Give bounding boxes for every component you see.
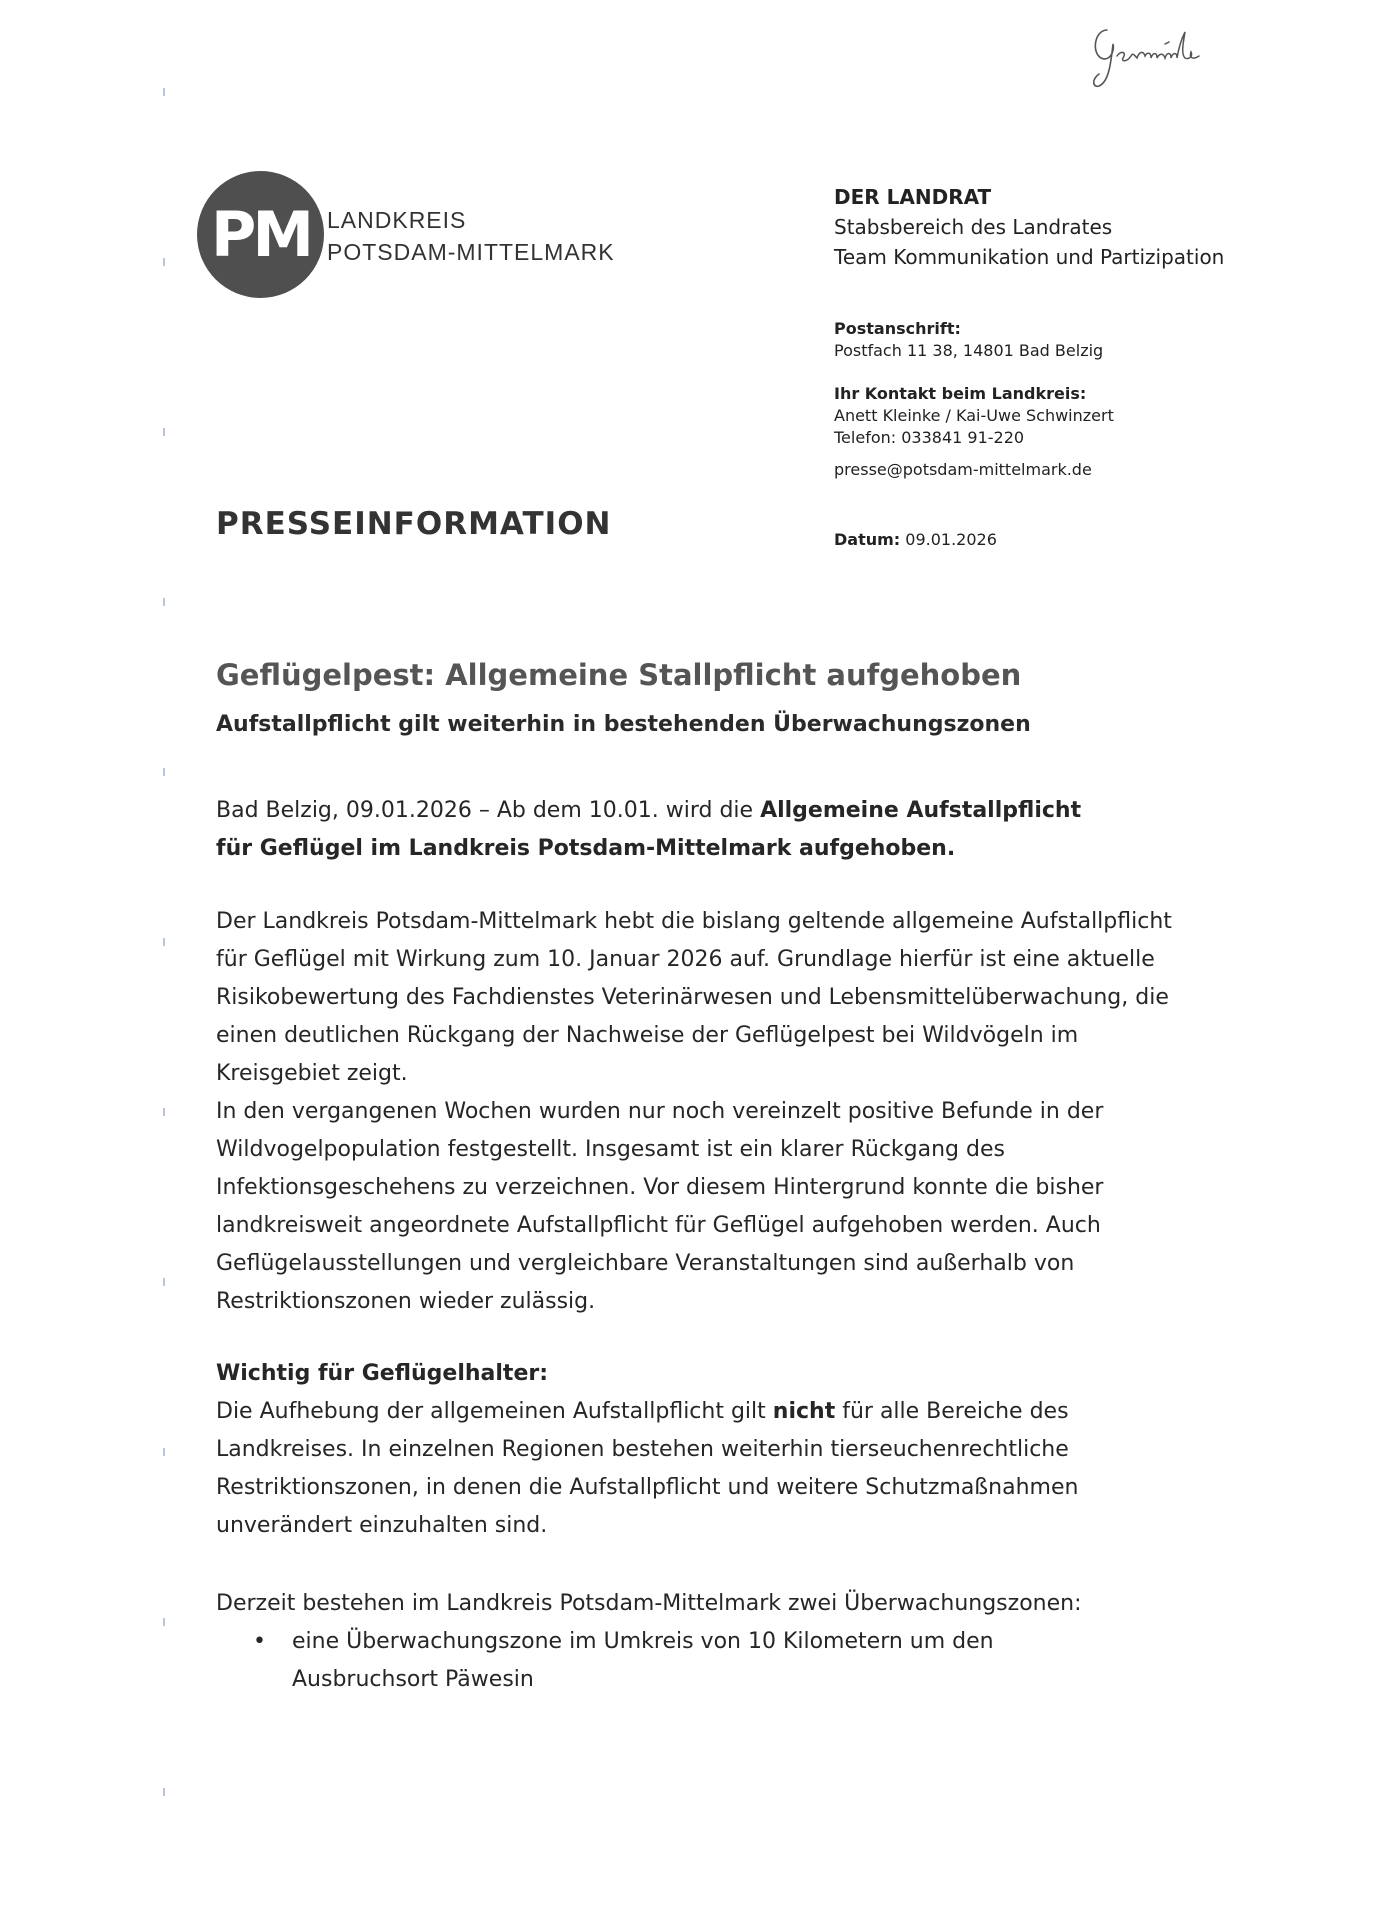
scan-mark	[163, 1448, 165, 1456]
sender-unit-1: Stabsbereich des Landrates	[834, 215, 1113, 239]
handwritten-note-drawing	[1085, 22, 1255, 92]
contact-block	[834, 383, 1114, 481]
zones-intro: Derzeit bestehen im Landkreis Potsdam-Mittelmark zwei Überwachungszonen:	[216, 1591, 1082, 1616]
sender-unit-2: Team Kommunikation und Partizipation	[834, 245, 1225, 269]
important-text-after: für alle Bereiche des Landkreises. In einzelnen Regionen bestehen weiterhin tierseuchenrechtliche Restriktionszonen, in denen die Aufstallpflicht und weitere Schutzmaßnahmen unverändert einzuhalten sind.	[216, 1399, 1079, 1538]
zones-section	[216, 1585, 1176, 1699]
important-section	[216, 1355, 1116, 1545]
scan-mark	[163, 1788, 165, 1796]
important-text	[216, 1393, 1116, 1545]
postal-value: Postfach 11 38, 14801 Bad Belzig	[834, 341, 1104, 360]
zones-list-item: • eine Überwachungszone im Umkreis von 10 Kilometern um den Ausbruchsort Päwesin	[216, 1623, 1112, 1699]
logo-line-2: POTSDAM-MITTELMARK	[327, 239, 615, 265]
logo-initials: PM	[210, 198, 311, 271]
contact-names: Anett Kleinke / Kai-Uwe Schwinzert	[834, 406, 1114, 425]
body-paragraph-1-part-1: Der Landkreis Potsdam-Mittelmark hebt die bislang geltende allgemeine Aufstallpflicht für Geflügel mit Wirkung zum 10. Januar 2026 auf. Grundlage hierfür ist eine aktuelle Risikobewertung des Fachdienstes Veterinärwesen und Lebensmittelüberwachung, die einen deutlichen Rückgang der Nachweise der Geflügelpest bei Wildvögeln im Kreisgebiet zeigt.	[216, 909, 1172, 1086]
lead-bold: Allgemeine Aufstallpflicht für Geflügel im Landkreis Potsdam-Mittelmark aufgehoben.	[216, 798, 1082, 861]
logo-line-1: LANDKREIS	[327, 207, 467, 233]
date-value: 09.01.2026	[905, 530, 997, 549]
handwritten-note	[1085, 22, 1255, 92]
sender-block	[834, 182, 1224, 272]
scan-mark	[163, 598, 165, 606]
scan-mark	[163, 768, 165, 776]
sender-department: DER LANDRAT	[834, 185, 992, 209]
body-paragraph-1-part-2: In den vergangenen Wochen wurden nur noch vereinzelt positive Befunde in der Wildvogelpopulation festgestellt. Insgesamt ist ein klarer Rückgang des Infektionsgeschehens zu verzeichnen. Vor diesem Hintergrund konnte die bisher landkreisweit angeordnete Aufstallpflicht für Geflügel aufgehoben werden. Auch Geflügelausstellungen und vergleichbare Veranstaltungen sind außerhalb von Restriktionszonen wieder zulässig.	[216, 1099, 1104, 1314]
scan-mark	[163, 1278, 165, 1286]
postal-address	[834, 318, 1103, 362]
scan-mark	[163, 428, 165, 436]
important-text-before: Die Aufhebung der allgemeinen Aufstallpflicht gilt	[216, 1399, 773, 1424]
scan-mark	[163, 1108, 165, 1116]
subheadline: Aufstallpflicht gilt weiterhin in bestehenden Überwachungszonen	[216, 712, 1031, 737]
contact-phone: Telefon: 033841 91-220	[834, 428, 1025, 447]
logo-wordmark	[327, 204, 615, 268]
headline: Geflügelpest: Allgemeine Stallpflicht aufgehoben	[216, 658, 1022, 692]
contact-email[interactable]: presse@potsdam-mittelmark.de	[834, 460, 1092, 479]
scan-mark	[163, 938, 165, 946]
scan-mark	[163, 88, 165, 96]
zones-list	[216, 1623, 1176, 1699]
important-heading: Wichtig für Geflügelhalter:	[216, 1361, 549, 1386]
scan-mark	[163, 1618, 165, 1626]
document-date	[834, 530, 997, 549]
important-text-bold: nicht	[772, 1399, 836, 1424]
postal-label: Postanschrift:	[834, 319, 961, 338]
date-label: Datum:	[834, 530, 901, 549]
lead-paragraph	[216, 792, 1116, 868]
body-paragraph-1	[216, 903, 1176, 1321]
lead-intro: Bad Belzig, 09.01.2026 – Ab dem 10.01. wird die	[216, 798, 761, 823]
contact-label: Ihr Kontakt beim Landkreis:	[834, 384, 1087, 403]
document-type: PRESSEINFORMATION	[216, 506, 612, 542]
scan-mark	[163, 258, 165, 266]
logo-mark	[197, 171, 324, 298]
